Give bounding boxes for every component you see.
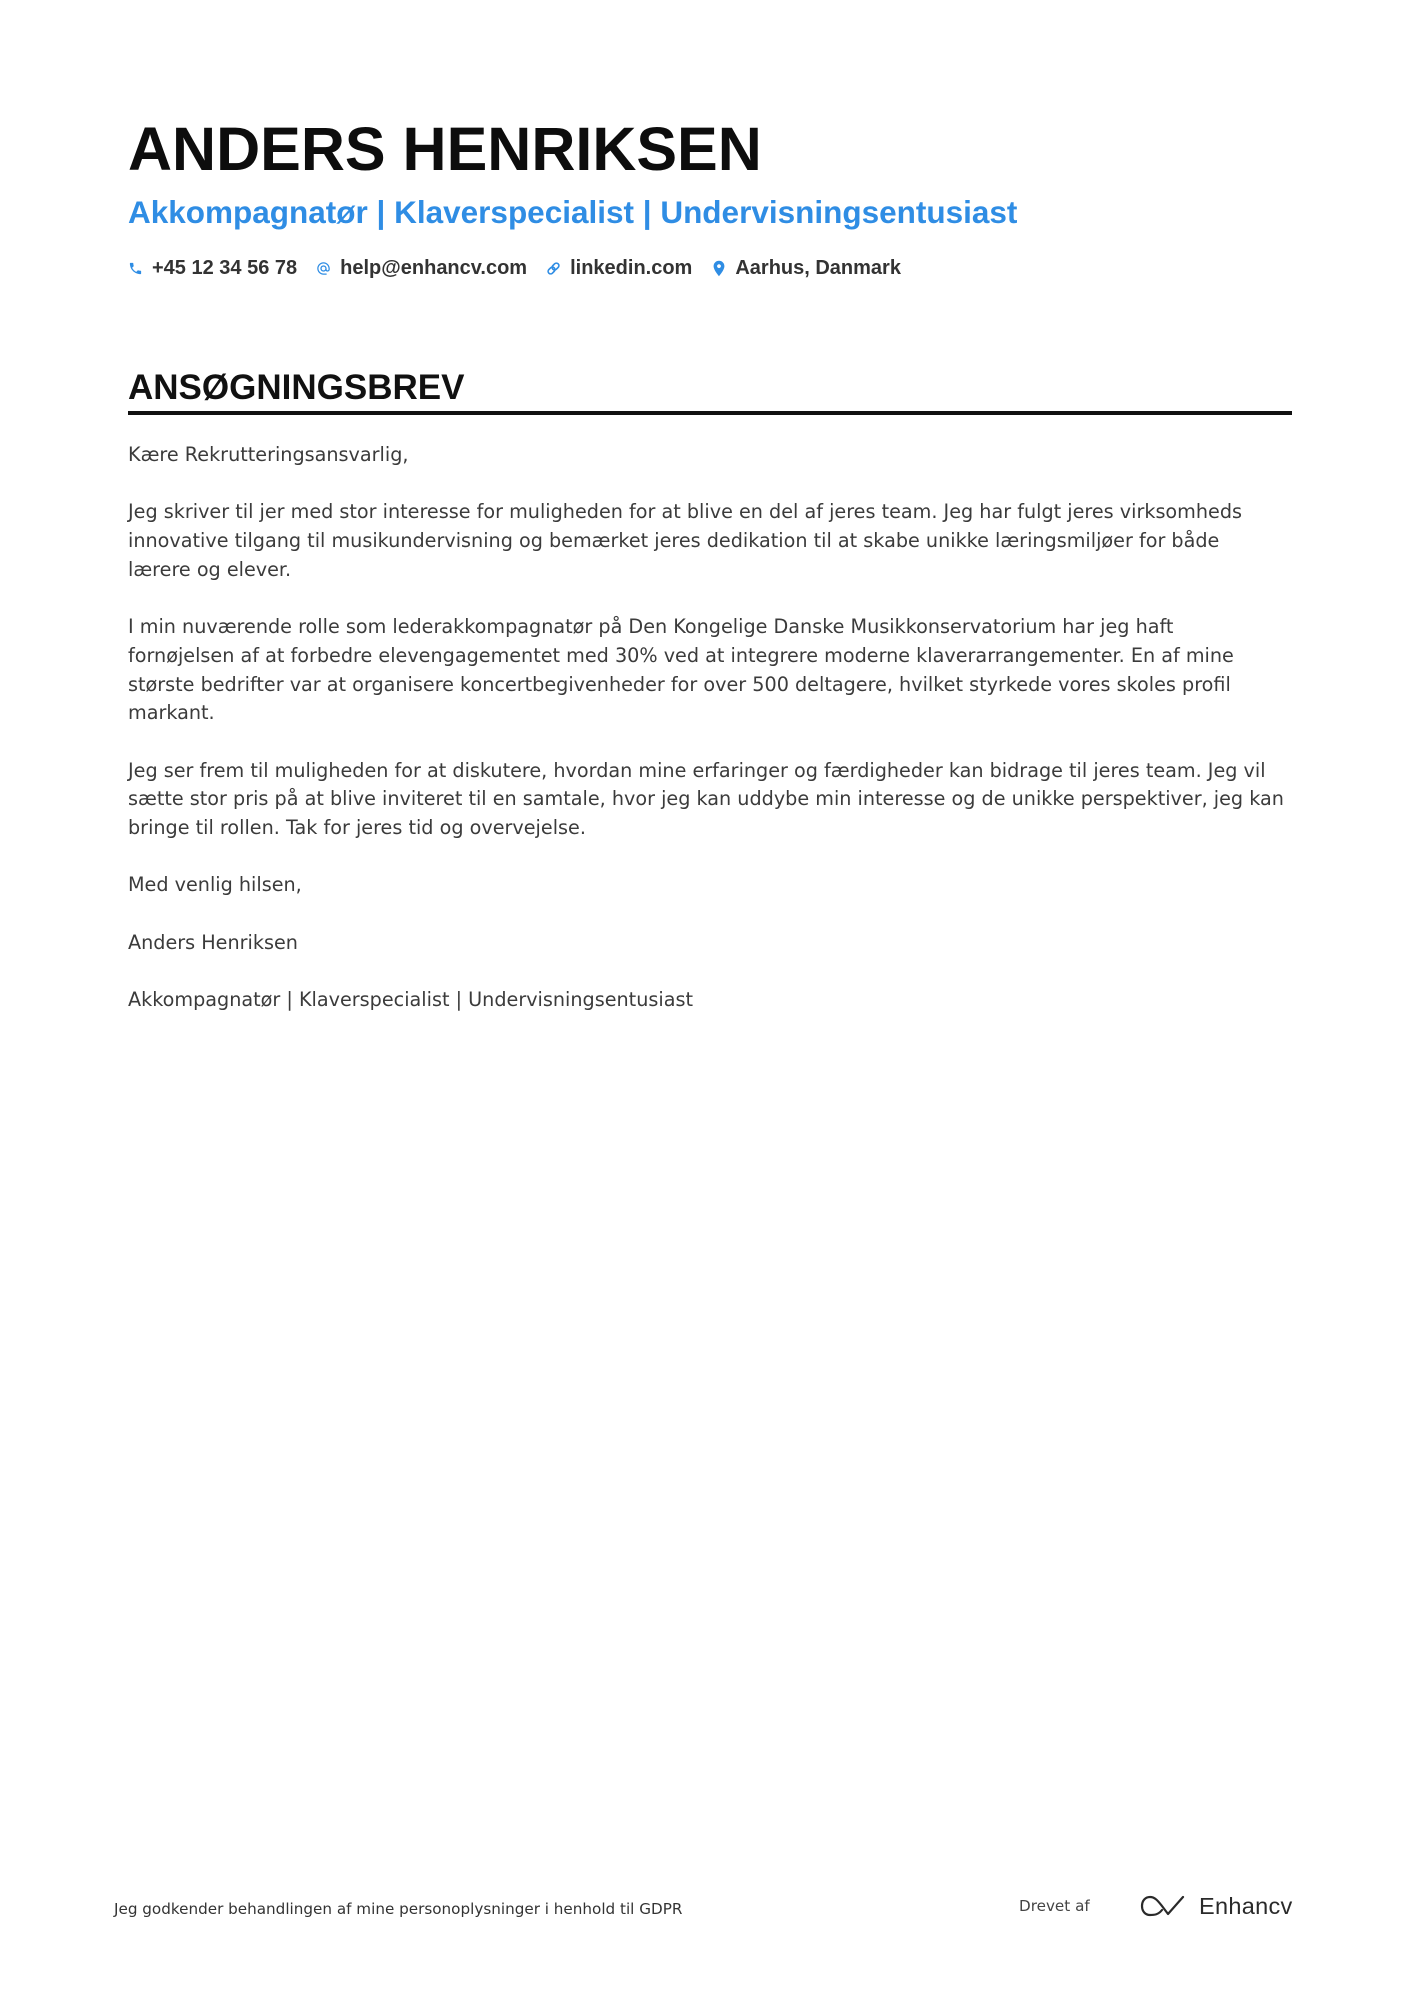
link-icon bbox=[546, 259, 561, 277]
letter-line: markant. bbox=[128, 701, 215, 725]
letter-line: lærere og elever. bbox=[128, 557, 292, 581]
contact-phone-text: +45 12 34 56 78 bbox=[152, 257, 298, 279]
gdpr-consent-text: Jeg godkender behandlingen af mine personoplysninger i henhold til GDPR bbox=[114, 1900, 683, 1918]
letter-body bbox=[128, 441, 1292, 1044]
letter-closing: Med venlig hilsen, bbox=[128, 873, 302, 897]
letter-paragraph-1 bbox=[128, 498, 1292, 584]
letter-line: største bedrifter var at organisere koncertbegivenheder for over 500 deltagere, hvilket styrkede vores skoles profil bbox=[128, 672, 1231, 696]
enhancv-logo-icon bbox=[1140, 1894, 1186, 1918]
letter-signature-name: Anders Henriksen bbox=[128, 930, 298, 954]
contact-email-text: help@enhancv.com bbox=[340, 257, 528, 279]
candidate-headline: Akkompagnatør | Klaverspecialist | Undervisningsentusiast bbox=[128, 194, 1018, 230]
letter-line: sætte stor pris på at blive inviteret til en samtale, hvor jeg kan uddybe min interesse og de unikke perspektiver, jeg kan bbox=[128, 787, 1284, 811]
contact-phone[interactable] bbox=[128, 255, 297, 281]
contact-linkedin[interactable] bbox=[546, 255, 692, 281]
section-divider bbox=[128, 411, 1292, 415]
contact-linkedin-text: linkedin.com bbox=[570, 257, 693, 279]
section-title: ANSØGNINGSBREV bbox=[128, 368, 465, 407]
letter-line: I min nuværende rolle som lederakkompagnatør på Den Kongelige Danske Musikkonservatorium har jeg haft bbox=[128, 615, 1174, 639]
contact-location bbox=[711, 255, 901, 281]
powered-by-label: Drevet af bbox=[1019, 1897, 1090, 1915]
contact-location-text: Aarhus, Danmark bbox=[735, 257, 901, 279]
letter-greeting: Kære Rekrutteringsansvarlig, bbox=[128, 443, 409, 466]
contact-info-row bbox=[128, 255, 901, 281]
letter-paragraph-3 bbox=[128, 757, 1292, 843]
enhancv-logo[interactable] bbox=[1140, 1892, 1293, 1920]
letter-line: innovative tilgang til musikundervisning og bemærket jeres dedikation til at skabe unikke læringsmiljøer for både bbox=[128, 529, 1220, 553]
letter-paragraph-2 bbox=[128, 613, 1292, 728]
phone-icon bbox=[128, 259, 143, 277]
letter-line: bringe til rollen. Tak for jeres tid og overvejelse. bbox=[128, 816, 586, 840]
letter-line: Jeg ser frem til muligheden for at diskutere, hvordan mine erfaringer og færdigheder kan bidrage til jeres team. Jeg vil bbox=[128, 758, 1266, 782]
location-pin-icon bbox=[711, 259, 726, 277]
letter-line: fornøjelsen af at forbedre elevengagementet med 30% ved at integrere moderne klaverarrangementer. En af mine bbox=[128, 643, 1234, 667]
letter-line: Jeg skriver til jer med stor interesse for muligheden for at blive en del af jeres team. Jeg har fulgt jeres virksomheds bbox=[128, 500, 1243, 524]
candidate-name: ANDERS HENRIKSEN bbox=[128, 115, 762, 183]
contact-email[interactable] bbox=[316, 255, 527, 281]
at-icon bbox=[316, 259, 331, 277]
letter-signature-title: Akkompagnatør | Klaverspecialist | Undervisningsentusiast bbox=[128, 988, 693, 1012]
enhancv-logo-text: Enhancv bbox=[1199, 1893, 1293, 1919]
